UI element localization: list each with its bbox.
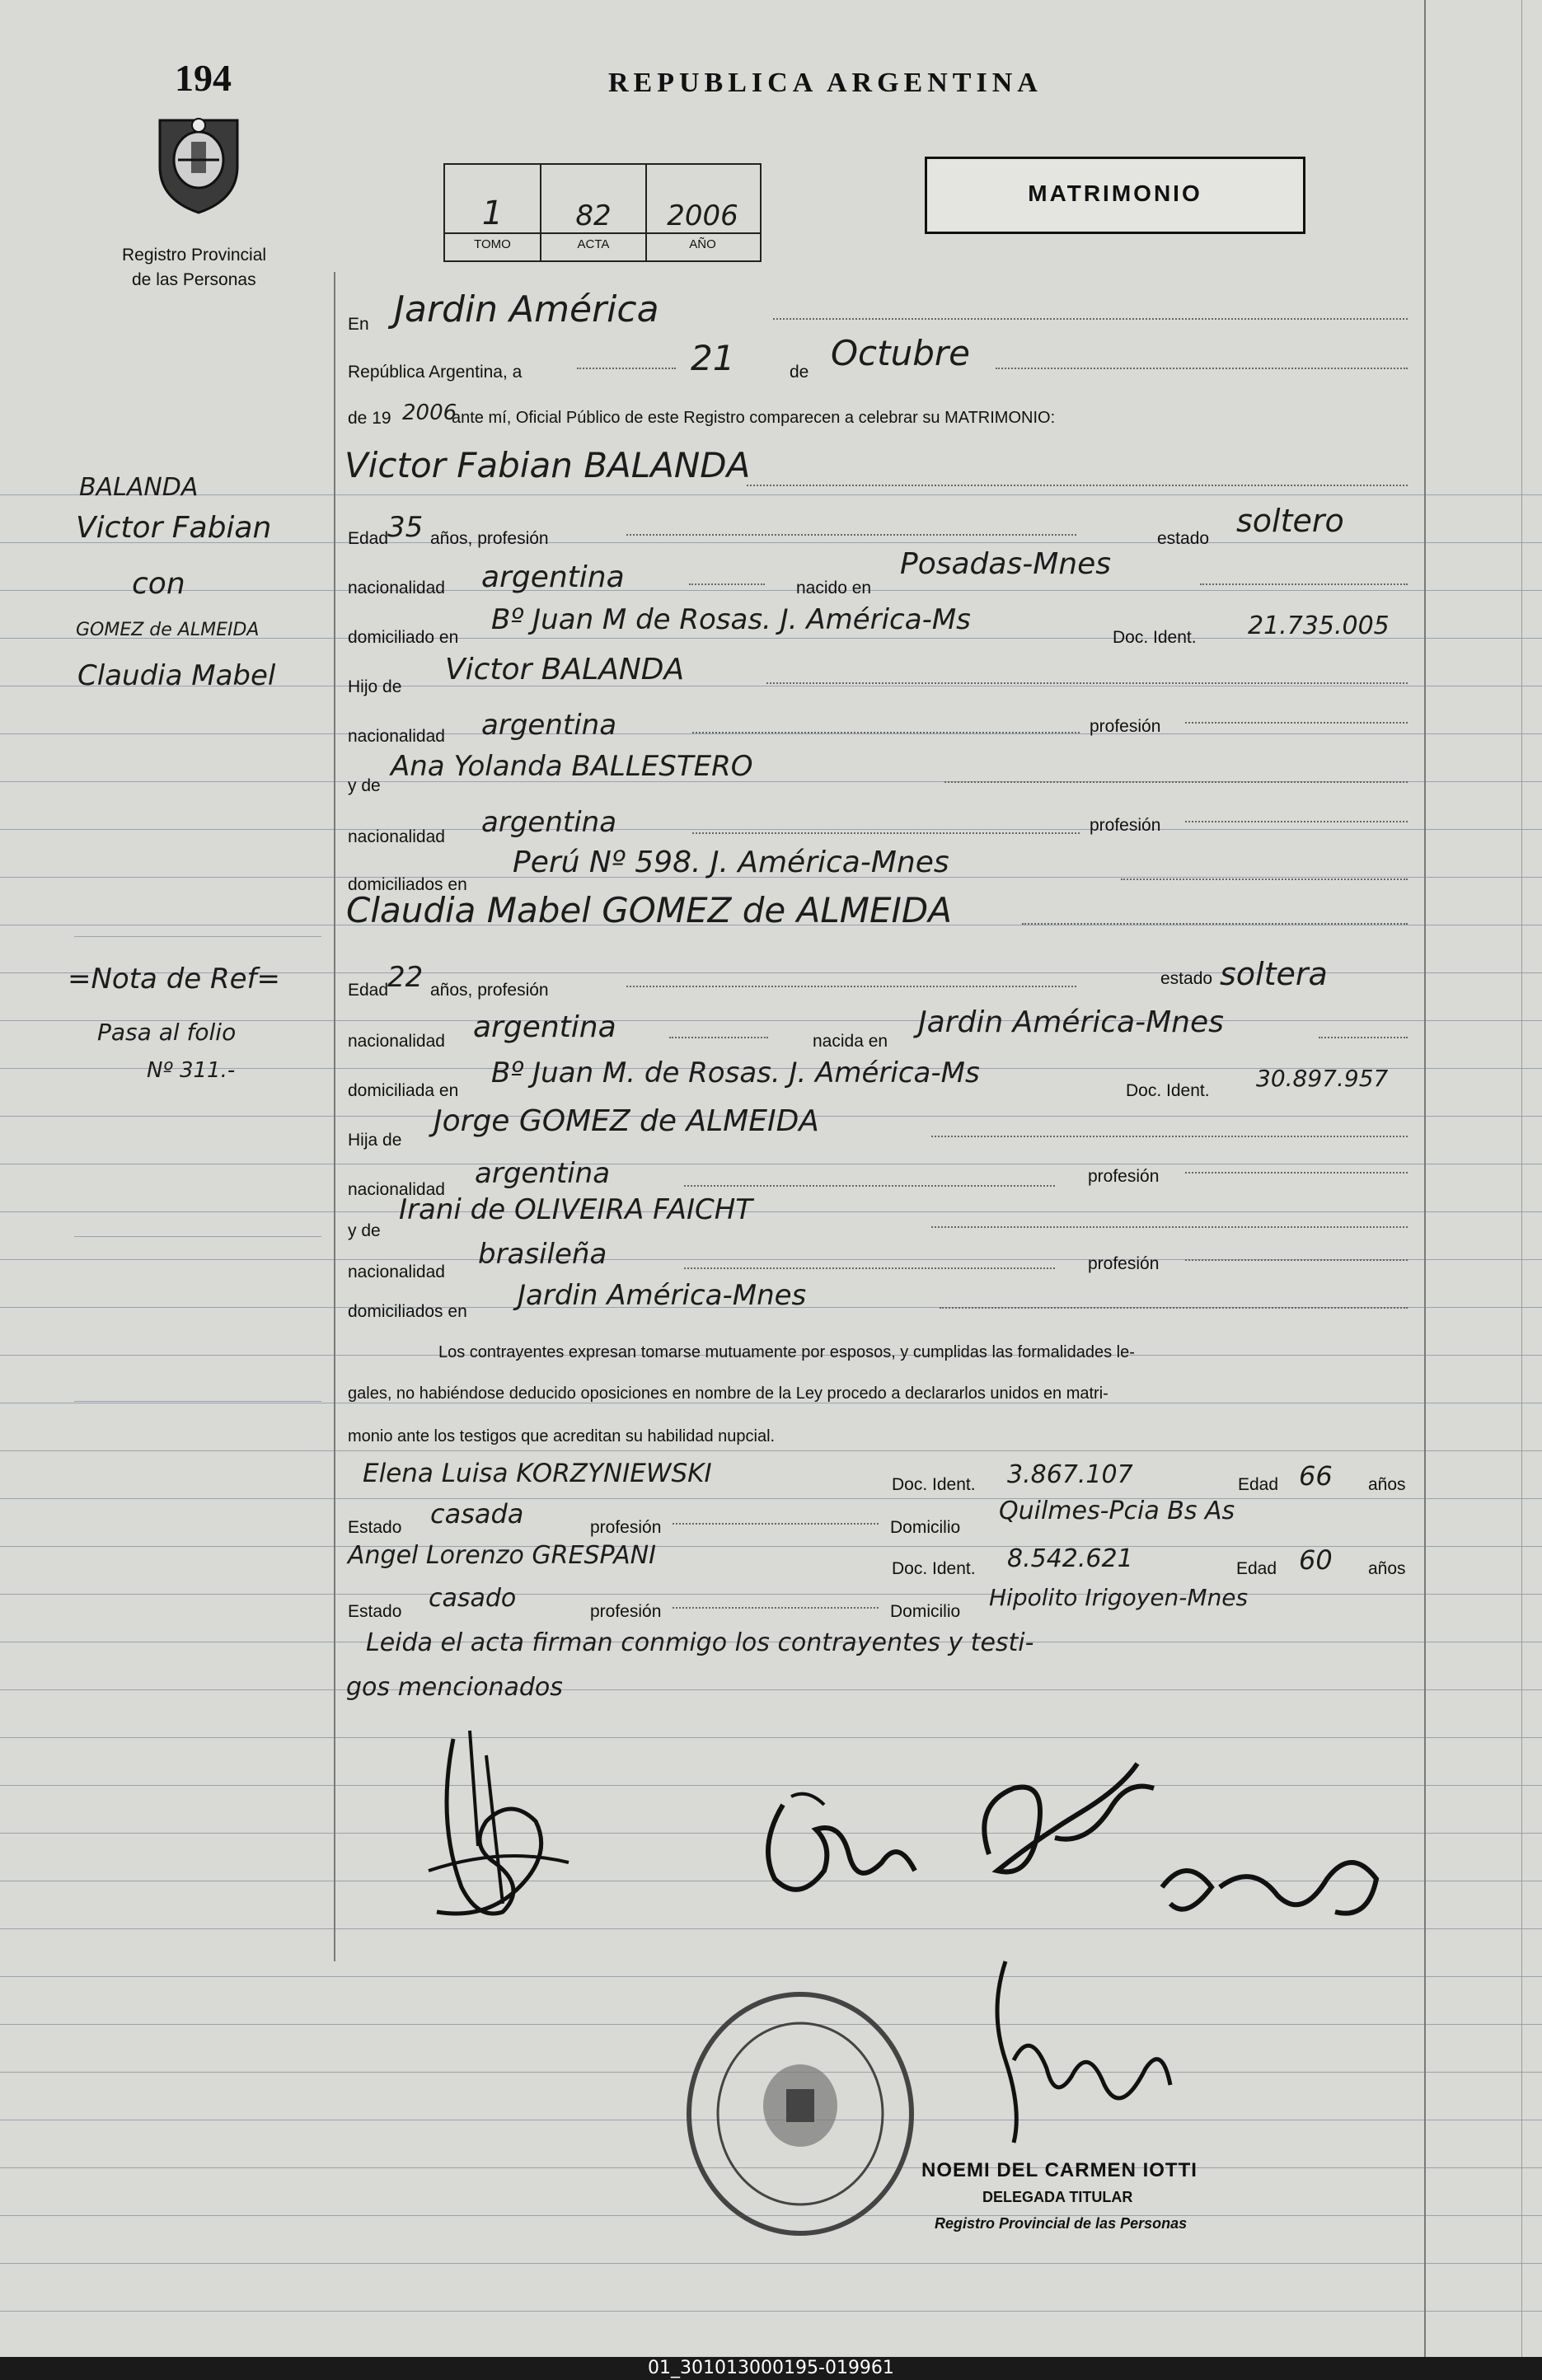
bride-hija-label: Hija de (348, 1131, 402, 1150)
bride-parents-domicilio: Jardin América-Mnes (518, 1279, 807, 1312)
day-value: 21 (691, 338, 735, 378)
record-number-box (443, 163, 762, 262)
declaration-line3: monio ante los testigos que acreditan su habilidad nupcial. (348, 1427, 776, 1445)
margin-groom-names: Victor Fabian (76, 511, 272, 545)
en-label: En (348, 315, 369, 334)
groom-father-profesion-label: profesión (1090, 717, 1161, 736)
bride-doc: 30.897.957 (1256, 1065, 1389, 1092)
bride-nationality: argentina (473, 1010, 616, 1044)
witness2-age: 60 (1299, 1544, 1333, 1576)
groom-parents-domicilio-label: domiciliados en (348, 875, 467, 894)
signature-1 (404, 1722, 593, 1937)
footer-file-id: 01_301013000195-019961 (0, 2357, 1542, 2380)
groom-nacido-label: nacido en (796, 579, 872, 597)
doc-type-box (925, 157, 1305, 234)
bride-nacida-label: nacida en (813, 1032, 888, 1051)
groom-birthplace: Posadas-Mnes (900, 547, 1111, 581)
doc-type-label: MATRIMONIO (1028, 180, 1202, 206)
groom-mother-profesion-label: profesión (1090, 816, 1161, 835)
bride-mother-nationality: brasileña (478, 1238, 607, 1271)
witness1-domicilio: Quilmes-Pcia Bs As (999, 1497, 1235, 1525)
bride-yde-label: y de (348, 1221, 381, 1240)
bride-estado-label: estado (1160, 969, 1213, 988)
ruled-line (0, 1498, 1542, 1499)
ruled-line (0, 590, 1542, 591)
bride-father: Jorge GOMEZ de ALMEIDA (434, 1104, 819, 1138)
witness1-profesion-label: profesión (590, 1518, 662, 1537)
witness2-anos-label: años (1368, 1559, 1406, 1578)
ruled-line (0, 1594, 1542, 1595)
margin-rule (74, 1236, 321, 1237)
groom-domicilio-label: domiciliado en (348, 628, 459, 647)
officer-registry: Registro Provincial de las Personas (935, 2215, 1188, 2232)
groom-edad-label: Edad (348, 529, 389, 548)
groom-mother-nac-label: nacionalidad (348, 827, 445, 846)
ruled-line (0, 1450, 1542, 1451)
margin-con: con (132, 567, 185, 601)
de-label: de (790, 363, 809, 382)
place-value: Jardin América (394, 288, 659, 330)
year-value: 2006 (402, 401, 457, 425)
closing-line2: gos mencionados (346, 1673, 563, 1702)
bride-domicilio-label: domiciliada en (348, 1081, 459, 1100)
margin-note-line1: =Nota de Ref= (68, 963, 281, 996)
witness2-estado-label: Estado (348, 1602, 402, 1621)
groom-domicilio: Bº Juan M de Rosas. J. América-Ms (491, 603, 971, 636)
margin-groom-surname: BALANDA (79, 473, 199, 502)
margin-rule (74, 936, 321, 937)
republica-label: República Argentina, a (348, 363, 523, 382)
groom-mother: Ana Yolanda BALLESTERO (391, 750, 753, 783)
groom-age: 35 (387, 511, 424, 544)
witness2-name: Angel Lorenzo GRESPANI (348, 1541, 656, 1570)
officer-name: NOEMI DEL CARMEN IOTTI (921, 2159, 1198, 2181)
bride-parents-domicilio-label: domiciliados en (348, 1302, 467, 1321)
declaration-line2: gales, no habiéndose deducido oposiciones en nombre de la Ley procedo a declararlos unidos en matri- (348, 1384, 1108, 1403)
registry-name-line1: Registro Provincial (122, 246, 267, 265)
bride-doc-label: Doc. Ident. (1126, 1081, 1210, 1100)
intro-text: ante mí, Oficial Público de este Registro comparecen a celebrar su MATRIMONIO: (452, 409, 1056, 427)
tomo-value: 1 (481, 194, 504, 232)
ruled-line (0, 1976, 1542, 1977)
groom-anos-profesion: años, profesión (430, 529, 549, 548)
groom-parents-domicilio: Perú Nº 598. J. América-Mnes (513, 846, 949, 879)
groom-full-name: Victor Fabian BALANDA (344, 445, 751, 485)
bride-edad-label: Edad (348, 981, 389, 1000)
bride-nacionalidad-label: nacionalidad (348, 1032, 445, 1051)
witness1-domicilio-label: Domicilio (890, 1518, 961, 1537)
bride-domicilio: Bº Juan M. de Rosas. J. América-Ms (491, 1056, 980, 1089)
groom-estado: soltero (1236, 503, 1344, 539)
official-signature (973, 1945, 1187, 2159)
registry-name-line2: de las Personas (132, 270, 256, 289)
ruled-line (0, 1689, 1542, 1690)
witness2-domicilio-label: Domicilio (890, 1602, 961, 1621)
official-stamp (681, 1986, 920, 2242)
officer-title: DELEGADA TITULAR (982, 2189, 1133, 2205)
bride-father-nationality: argentina (475, 1157, 611, 1190)
groom-estado-label: estado (1157, 529, 1210, 548)
page-number: 194 (175, 57, 232, 99)
ano-label: AÑO (689, 237, 716, 251)
groom-nacionalidad-label: nacionalidad (348, 579, 445, 597)
groom-mother-nationality: argentina (481, 806, 617, 839)
margin-note-line2: Pasa al folio (97, 1019, 237, 1046)
witness2-doc-label: Doc. Ident. (892, 1559, 976, 1578)
witness1-doc-label: Doc. Ident. (892, 1475, 976, 1494)
witness1-age: 66 (1299, 1460, 1333, 1492)
ano-value: 2006 (667, 199, 738, 232)
witness1-estado: casada (430, 1498, 524, 1530)
bride-mother-profesion-label: profesión (1088, 1254, 1160, 1273)
margin-bride-surname: GOMEZ de ALMEIDA (76, 620, 260, 640)
country-title: REPUBLICA ARGENTINA (608, 68, 1043, 98)
witness1-doc: 3.867.107 (1007, 1460, 1133, 1489)
ruled-line (0, 494, 1542, 495)
witness2-edad-label: Edad (1236, 1559, 1277, 1578)
right-border (1424, 0, 1426, 2357)
ruled-line (0, 733, 1542, 734)
margin-rule (74, 1401, 321, 1402)
witness2-estado: casado (429, 1584, 517, 1613)
groom-nationality: argentina (481, 560, 625, 594)
bride-birthplace: Jardin América-Mnes (918, 1005, 1224, 1039)
closing-line1: Leida el acta firman conmigo los contrayentes y testi- (366, 1628, 1034, 1657)
month-value: Octubre (831, 333, 971, 373)
tomo-label: TOMO (474, 237, 511, 251)
declaration-line1: Los contrayentes expresan tomarse mutuamente por esposos, y cumplidas las formalidades le- (438, 1343, 1135, 1361)
bride-mother: Irani de OLIVEIRA FAICHT (399, 1193, 753, 1226)
groom-father-nac-label: nacionalidad (348, 727, 445, 746)
bride-full-name: Claudia Mabel GOMEZ de ALMEIDA (346, 890, 952, 930)
witness2-doc: 8.542.621 (1007, 1544, 1133, 1573)
witness2-domicilio: Hipolito Irigoyen-Mnes (989, 1584, 1249, 1611)
ruled-line (0, 1737, 1542, 1738)
groom-father: Victor BALANDA (445, 653, 685, 686)
bride-estado: soltera (1220, 956, 1328, 992)
bride-anos-profesion: años, profesión (430, 981, 549, 1000)
witness1-estado-label: Estado (348, 1518, 402, 1537)
bride-father-profesion-label: profesión (1088, 1167, 1160, 1186)
year-prefix: de 19 (348, 409, 391, 428)
groom-yde-label: y de (348, 776, 381, 795)
margin-bride-names: Claudia Mabel (77, 659, 276, 692)
acta-value: 82 (575, 199, 612, 232)
margin-border (334, 272, 335, 1961)
groom-doc: 21.735.005 (1248, 611, 1390, 640)
signature-2 (750, 1772, 931, 1912)
bride-father-nac-label: nacionalidad (348, 1180, 445, 1199)
ruled-line (0, 2263, 1542, 2264)
groom-hijo-label: Hijo de (348, 677, 402, 696)
witness1-name: Elena Luisa KORZYNIEWSKI (363, 1459, 712, 1488)
groom-father-nationality: argentina (481, 709, 617, 742)
witness2-profesion-label: profesión (590, 1602, 662, 1621)
signature-4 (1137, 1830, 1393, 1937)
ruled-line (0, 1211, 1542, 1212)
coat-of-arms-icon (153, 109, 244, 216)
ruled-line (0, 829, 1542, 830)
bride-age: 22 (387, 961, 424, 994)
groom-doc-label: Doc. Ident. (1113, 628, 1197, 647)
ruled-line (0, 2311, 1542, 2312)
witness1-edad-label: Edad (1238, 1475, 1279, 1494)
acta-label: ACTA (577, 237, 610, 251)
right-border-outer (1521, 0, 1522, 2357)
witness1-anos-label: años (1368, 1475, 1406, 1494)
margin-note-line3: Nº 311.- (147, 1058, 236, 1083)
bride-mother-nac-label: nacionalidad (348, 1263, 445, 1281)
